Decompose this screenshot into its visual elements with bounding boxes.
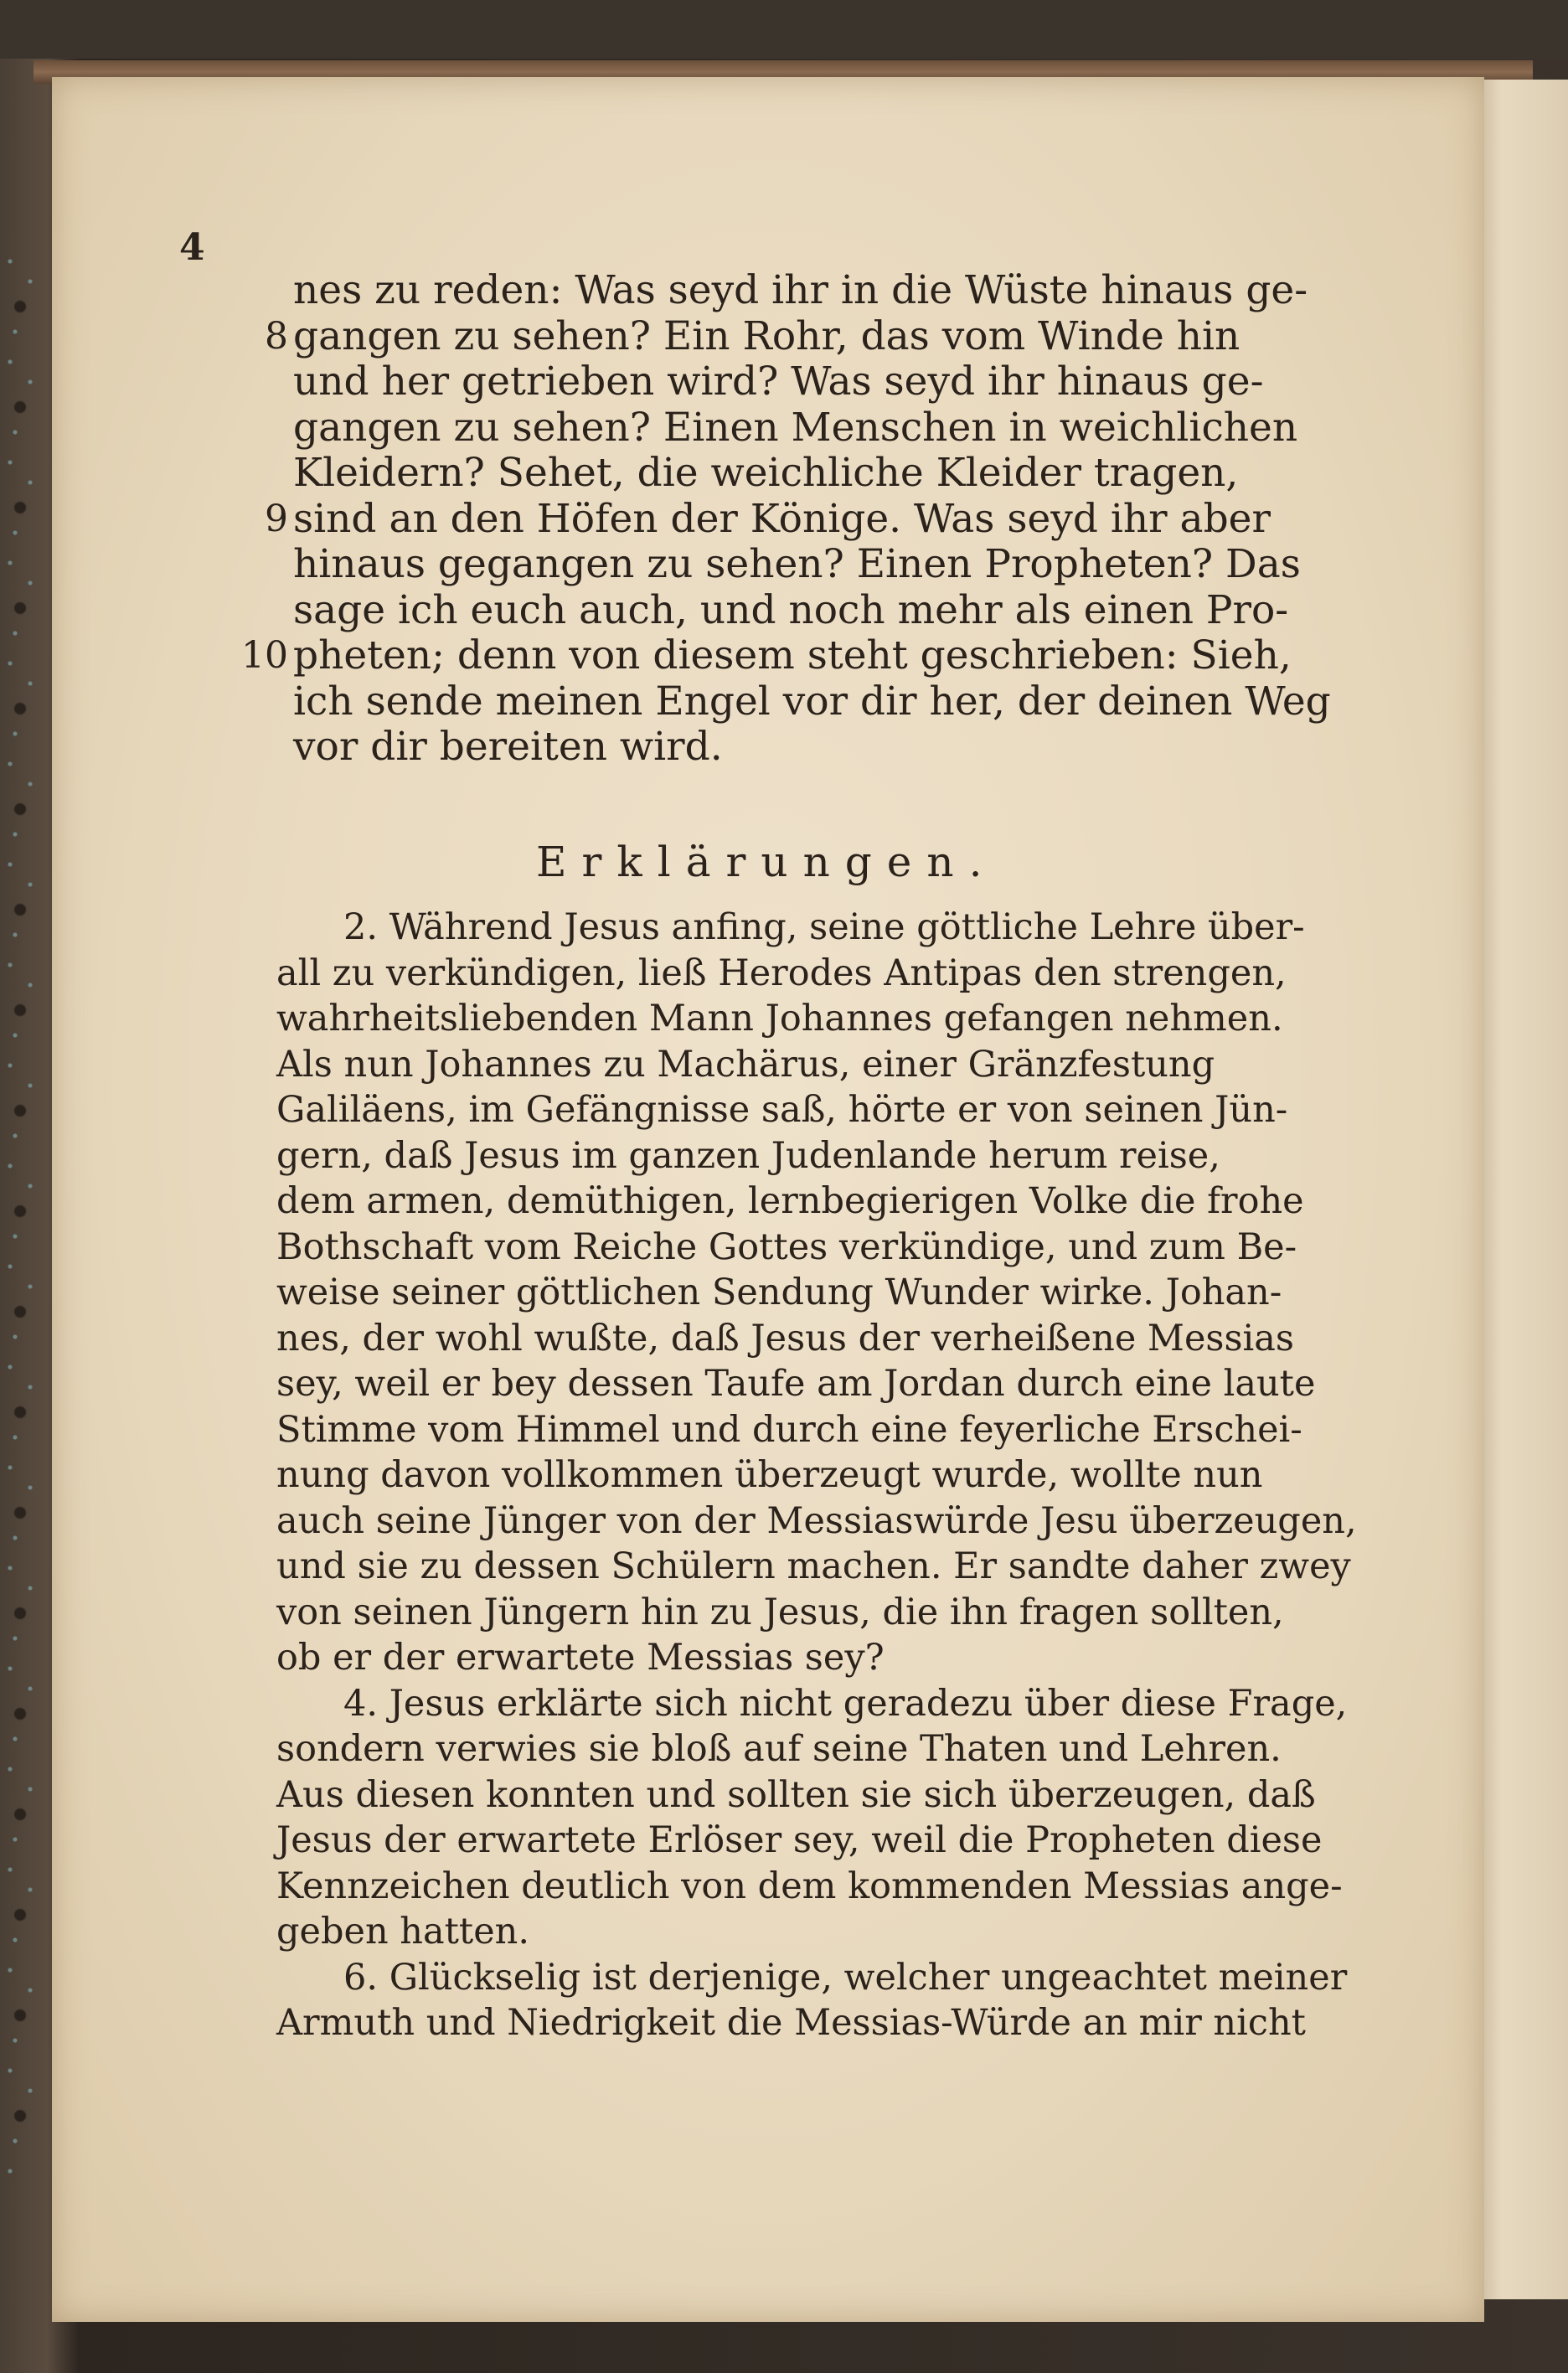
text-line: Jesus der erwartete Erlöser sey, weil die Propheten diese xyxy=(276,1819,1323,1861)
text-line xyxy=(293,588,1374,634)
text-line: weise seiner göttlichen Sendung Wunder wirke. Johan- xyxy=(276,1272,1282,1313)
line-text: sage ich euch auch, und noch mehr als einen Pro- xyxy=(293,586,1289,633)
text-line: Aus diesen konnten und sollten sie sich überzeugen, daß xyxy=(276,1773,1316,1816)
text-line: Als nun Johannes zu Machärus, einer Gränzfestung xyxy=(276,1043,1215,1086)
cover-pattern xyxy=(0,251,50,2178)
line-text: pheten; denn von diesem steht geschrieben: Sieh, xyxy=(293,632,1292,678)
text-line: all zu verkündigen, ließ Herodes Antipas den strengen, xyxy=(276,952,1287,994)
verse-number: 10 xyxy=(241,634,288,677)
line-text: ich sende meinen Engel vor dir her, der deinen Weg xyxy=(293,678,1331,725)
text-line: gern, daß Jesus im ganzen Judenlande herum reise, xyxy=(276,1134,1220,1177)
text-line xyxy=(265,312,1374,360)
section-heading: Erklärungen. xyxy=(536,838,998,886)
facing-page-edge xyxy=(1474,80,1568,2299)
text-line xyxy=(293,359,1374,405)
text-line: Bothschaft vom Reiche Gottes verkündige, und zum Be- xyxy=(276,1225,1297,1268)
text-line: nes, der wohl wußte, daß Jesus der verheißene Messias xyxy=(276,1317,1295,1359)
text-line: Armuth und Niedrigkeit die Messias-Würde an mir nicht xyxy=(276,2002,1306,2044)
text-line: dem armen, demüthigen, lernbegierigen Volke die frohe xyxy=(276,1180,1304,1222)
text-line: auch seine Jünger von der Messiaswürde Jesu überzeugen, xyxy=(276,1499,1357,1542)
scripture-text xyxy=(241,267,1374,771)
text-line: Stimme vom Himmel und durch eine feyerliche Erschei- xyxy=(276,1408,1302,1451)
text-line xyxy=(293,268,1374,314)
text-line: und sie zu dessen Schülern machen. Er sandte daher zwey xyxy=(276,1545,1351,1587)
verse-number: 8 xyxy=(265,314,288,358)
text-line xyxy=(293,725,1374,771)
text-line xyxy=(293,679,1374,725)
text-line: Galiläens, im Gefängnisse saß, hörte er von seinen Jün- xyxy=(276,1089,1288,1131)
text-line xyxy=(293,405,1374,451)
text-line: 6. Glückselig ist derjenige, welcher ungeachtet meiner xyxy=(343,1956,1348,1999)
line-text: vor dir bereiten wird. xyxy=(293,724,723,770)
text-line: Kennzeichen deutlich von dem kommenden Messias ange- xyxy=(276,1865,1343,1907)
text-line xyxy=(293,542,1374,588)
line-text: gangen zu sehen? Einen Menschen in weichlichen xyxy=(293,404,1298,451)
text-line: nung davon vollkommen überzeugt wurde, wollte nun xyxy=(276,1454,1263,1496)
line-text: nes zu reden: Was seyd ihr in die Wüste hinaus ge- xyxy=(293,267,1308,313)
text-line: von seinen Jüngern hin zu Jesus, die ihn fragen sollten, xyxy=(276,1591,1284,1633)
text-line: 2. Während Jesus anfing, seine göttliche Lehre über- xyxy=(343,906,1305,948)
line-text: Kleidern? Sehet, die weichliche Kleider tragen, xyxy=(293,450,1239,496)
line-text: hinaus gegangen zu sehen? Einen Propheten? Das xyxy=(293,541,1301,587)
text-line: wahrheitsliebenden Mann Johannes gefangen nehmen. xyxy=(276,998,1283,1039)
text-line: ob er der erwartete Messias sey? xyxy=(276,1637,885,1679)
line-text: gangen zu sehen? Ein Rohr, das vom Winde hin xyxy=(293,312,1240,359)
text-line: sondern verwies sie bloß auf seine Thaten und Lehren. xyxy=(276,1728,1282,1770)
line-text: und her getrieben wird? Was seyd ihr hinaus ge- xyxy=(293,359,1264,405)
page-number: 4 xyxy=(179,226,205,269)
text-line: 4. Jesus erklärte sich nicht geradezu über diese Frage, xyxy=(343,1682,1348,1725)
text-line: sey, weil er bey dessen Taufe am Jordan durch eine laute xyxy=(276,1363,1316,1405)
text-line xyxy=(241,632,1374,679)
explanation-text xyxy=(276,905,1365,2046)
text-line xyxy=(293,451,1374,497)
text-line: geben hatten. xyxy=(276,1911,530,1953)
line-text: sind an den Höfen der Könige. Was seyd ihr aber xyxy=(293,495,1271,542)
text-line xyxy=(265,495,1374,543)
verse-number: 9 xyxy=(265,497,288,540)
